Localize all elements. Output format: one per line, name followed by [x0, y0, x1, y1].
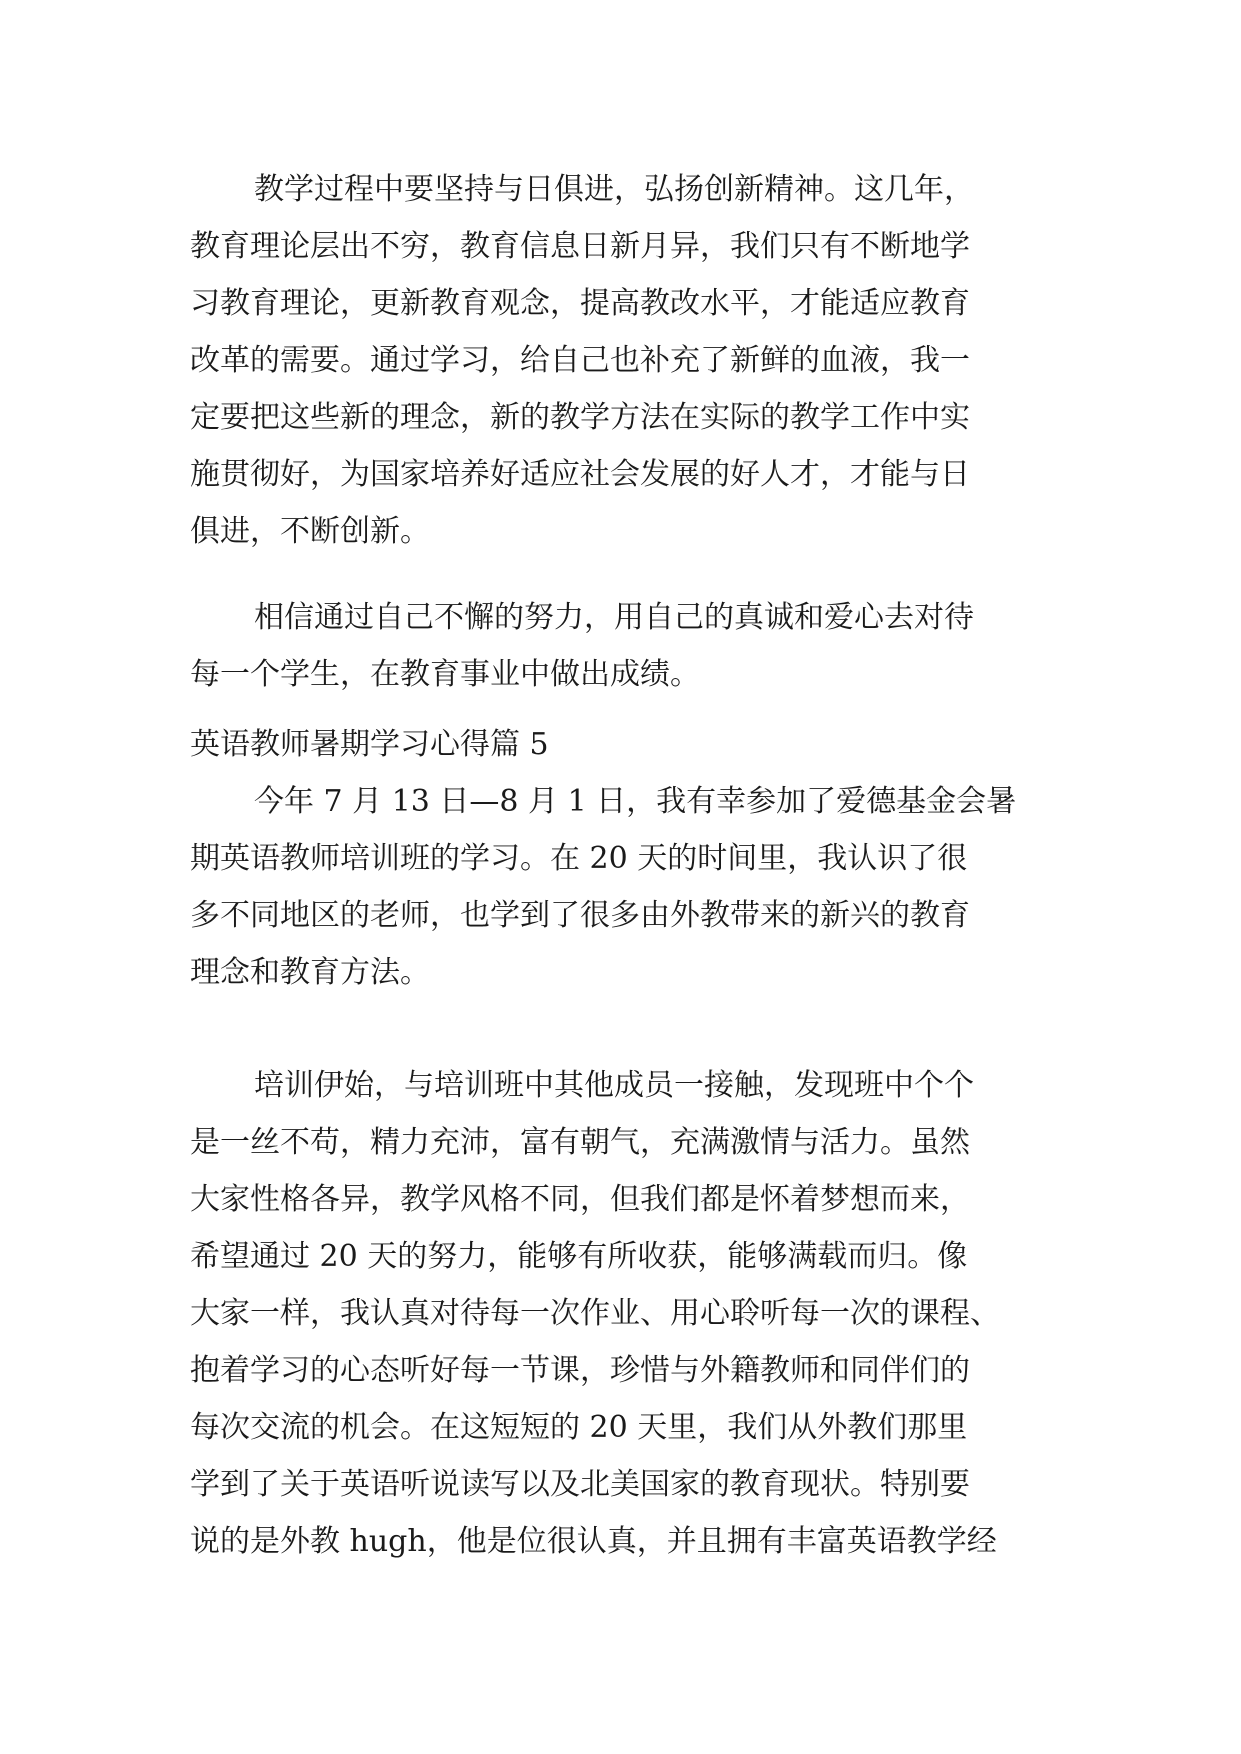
paragraph-line: 教学过程中要坚持与日俱进，弘扬创新精神。这几年，	[254, 172, 974, 207]
paragraph-line: 是一丝不苟，精力充沛，富有朝气，充满激情与活力。虽然	[190, 1125, 970, 1160]
paragraph-line: 大家一样，我认真对待每一次作业、用心聆听每一次的课程、	[190, 1296, 1000, 1331]
paragraph-line: 每次交流的机会。在这短短的 20 天里，我们从外教们那里	[190, 1410, 968, 1445]
paragraph-innovation	[190, 161, 1050, 560]
paragraph-line: 说的是外教 hugh，他是位很认真，并且拥有丰富英语教学经	[190, 1524, 997, 1559]
paragraph-line: 学到了关于英语听说读写以及北美国家的教育现状。特别要	[190, 1467, 970, 1502]
paragraph-conclusion	[190, 589, 1050, 703]
paragraph-line: 大家性格各异，教学风格不同，但我们都是怀着梦想而来，	[190, 1182, 970, 1217]
paragraph-line: 习教育理论，更新教育观念，提高教改水平，才能适应教育	[190, 286, 970, 321]
paragraph-line: 多不同地区的老师，也学到了很多由外教带来的新兴的教育	[190, 898, 970, 933]
paragraph-line: 抱着学习的心态听好每一节课，珍惜与外籍教师和同伴们的	[190, 1353, 970, 1388]
section-heading	[190, 716, 1050, 773]
section-heading-text: 英语教师暑期学习心得篇 5	[190, 727, 549, 762]
paragraph-line: 定要把这些新的理念，新的教学方法在实际的教学工作中实	[190, 400, 970, 435]
paragraph-line: 施贯彻好，为国家培养好适应社会发展的好人才，才能与日	[190, 457, 970, 492]
paragraph-line: 理念和教育方法。	[190, 955, 430, 990]
paragraph-training-intro	[190, 773, 1050, 1001]
paragraph-line: 相信通过自己不懈的努力，用自己的真诚和爱心去对待	[254, 600, 974, 635]
paragraph-line: 改革的需要。通过学习，给自己也补充了新鲜的血液，我一	[190, 343, 970, 378]
paragraph-line: 期英语教师培训班的学习。在 20 天的时间里，我认识了很	[190, 841, 968, 876]
paragraph-line: 今年 7 月 13 日—8 月 1 日，我有幸参加了爱德基金会暑	[254, 784, 1017, 819]
paragraph-line: 希望通过 20 天的努力，能够有所收获，能够满载而归。像	[190, 1239, 968, 1274]
paragraph-line: 每一个学生，在教育事业中做出成绩。	[190, 657, 700, 692]
paragraph-line: 培训伊始，与培训班中其他成员一接触，发现班中个个	[254, 1068, 974, 1103]
paragraph-line: 俱进，不断创新。	[190, 514, 430, 549]
paragraph-training-experience	[190, 1057, 1050, 1570]
paragraph-line: 教育理论层出不穷，教育信息日新月异，我们只有不断地学	[190, 229, 970, 264]
